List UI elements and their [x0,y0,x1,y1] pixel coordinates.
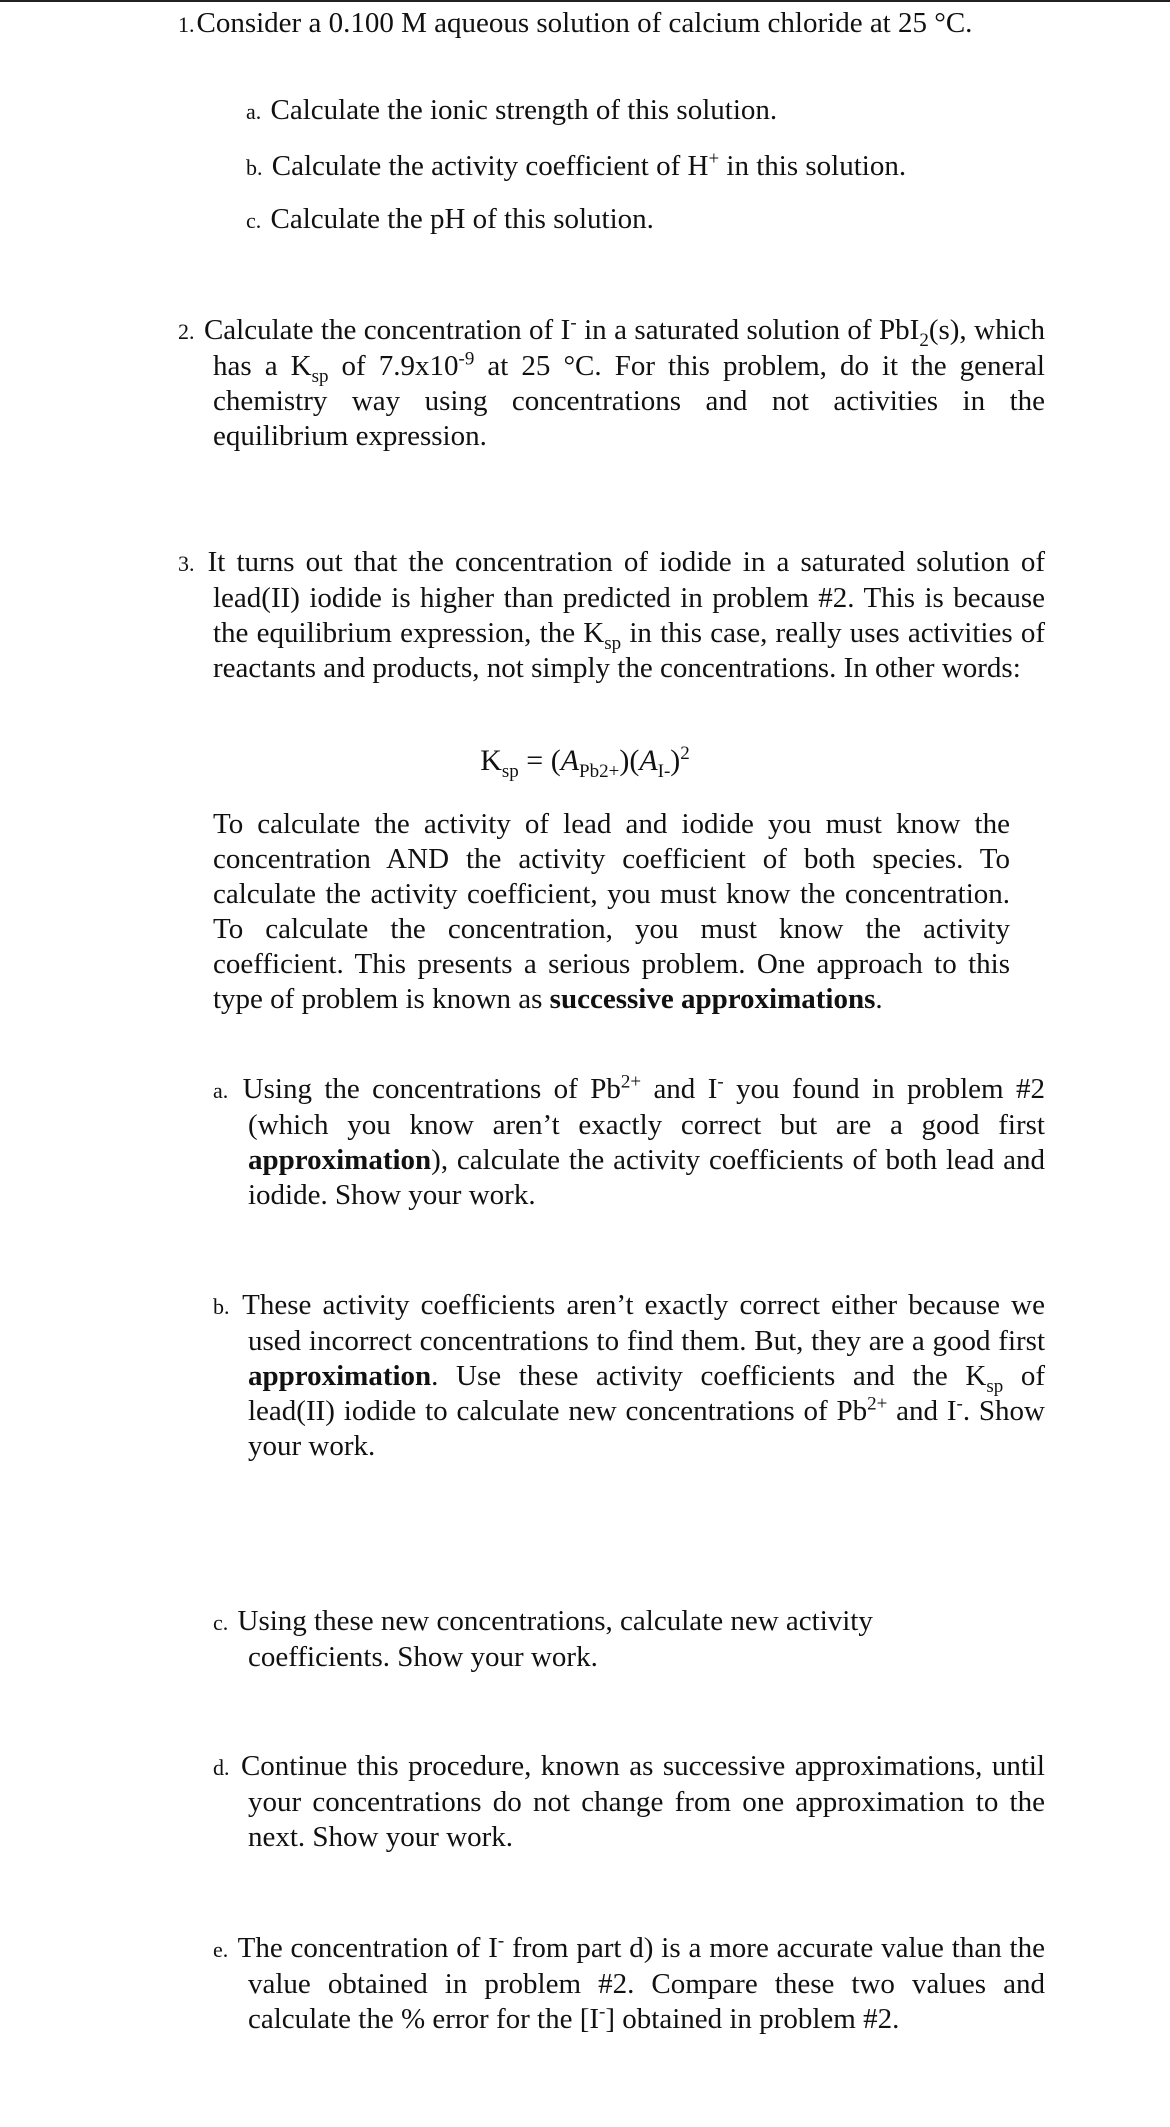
question-1a: a. Calculate the ionic strength of this solution. [246,94,778,126]
question-2: 2. Calculate the concentration of I- in a saturated solution of PbI$_2$(s), which has a $K_{sp}$ of $7.9x10^{-9}$ at 25 °C. For this problem, do it the general chemistry way using concentrations and not activities in the equilibrium expression. [178,312,1045,452]
question-3b: b. These activity coefficients aren’t exactly correct either because we used incorrect concentrations to find them. But, they are a good first approximation. Use these activity coefficients and the $K_{sp}$ of lead(II) iodide to calculate new concentrations of $Pb^{2+}$ and I-. Show your work. [213,1289,1046,1462]
question-3d: d. Continue this procedure, known as successive approximations, until your concentrations do not change from one approximation to the next. Show your work. [213,1750,1045,1853]
question-3e: e. The concentration of I- from part d) is a more accurate value than the value obtained in problem #2. Compare these two values and calculate the % error for the [I-] obtained in problem #2. [213,1930,1045,2035]
question-3a: a. Using the concentrations of $Pb^{2+}$ and I- you found in problem #2 (which you know aren’t exactly correct but are a good first approximation), calculate the activity coefficients of both lead and iodide. Show your work. [213,1071,1045,1211]
question-1-number: 1. [178,12,195,37]
question-3c: c. Using these new concentrations, calculate new activity coefficients. Show your work. [213,1605,873,1673]
ksp-equation: $K_{sp} = (A_{Pb2+})(A_{I-})^2$ [480,743,690,782]
question-3-explanation: To calculate the activity of lead and iodide you must know the concentration AND the activity coefficient of both species. To calculate the activity coefficient, you must know the concentration. To calculate the concentration, you must know the activity coefficient. This presents a serious problem. One approach to this type of problem is known as successive approximations. [213,808,1010,1015]
question-1c: c. Calculate the pH of this solution. [246,203,654,235]
question-1b: b. Calculate the activity coefficient of H+ in this solution. [246,148,907,182]
question-1-text: Consider a 0.100 M aqueous solution of calcium chloride at 25 °C. [196,7,973,39]
top-rule [0,0,1170,2]
question-1 [178,6,1043,42]
question-3-intro: 3. It turns out that the concentration of iodide in a saturated solution of lead(II) iodide is higher than predicted in problem #2. This is because the equilibrium expression, the $K_{sp}$ in this case, really uses activities of reactants and products, not simply the concentrations. In other words: [178,546,1046,684]
